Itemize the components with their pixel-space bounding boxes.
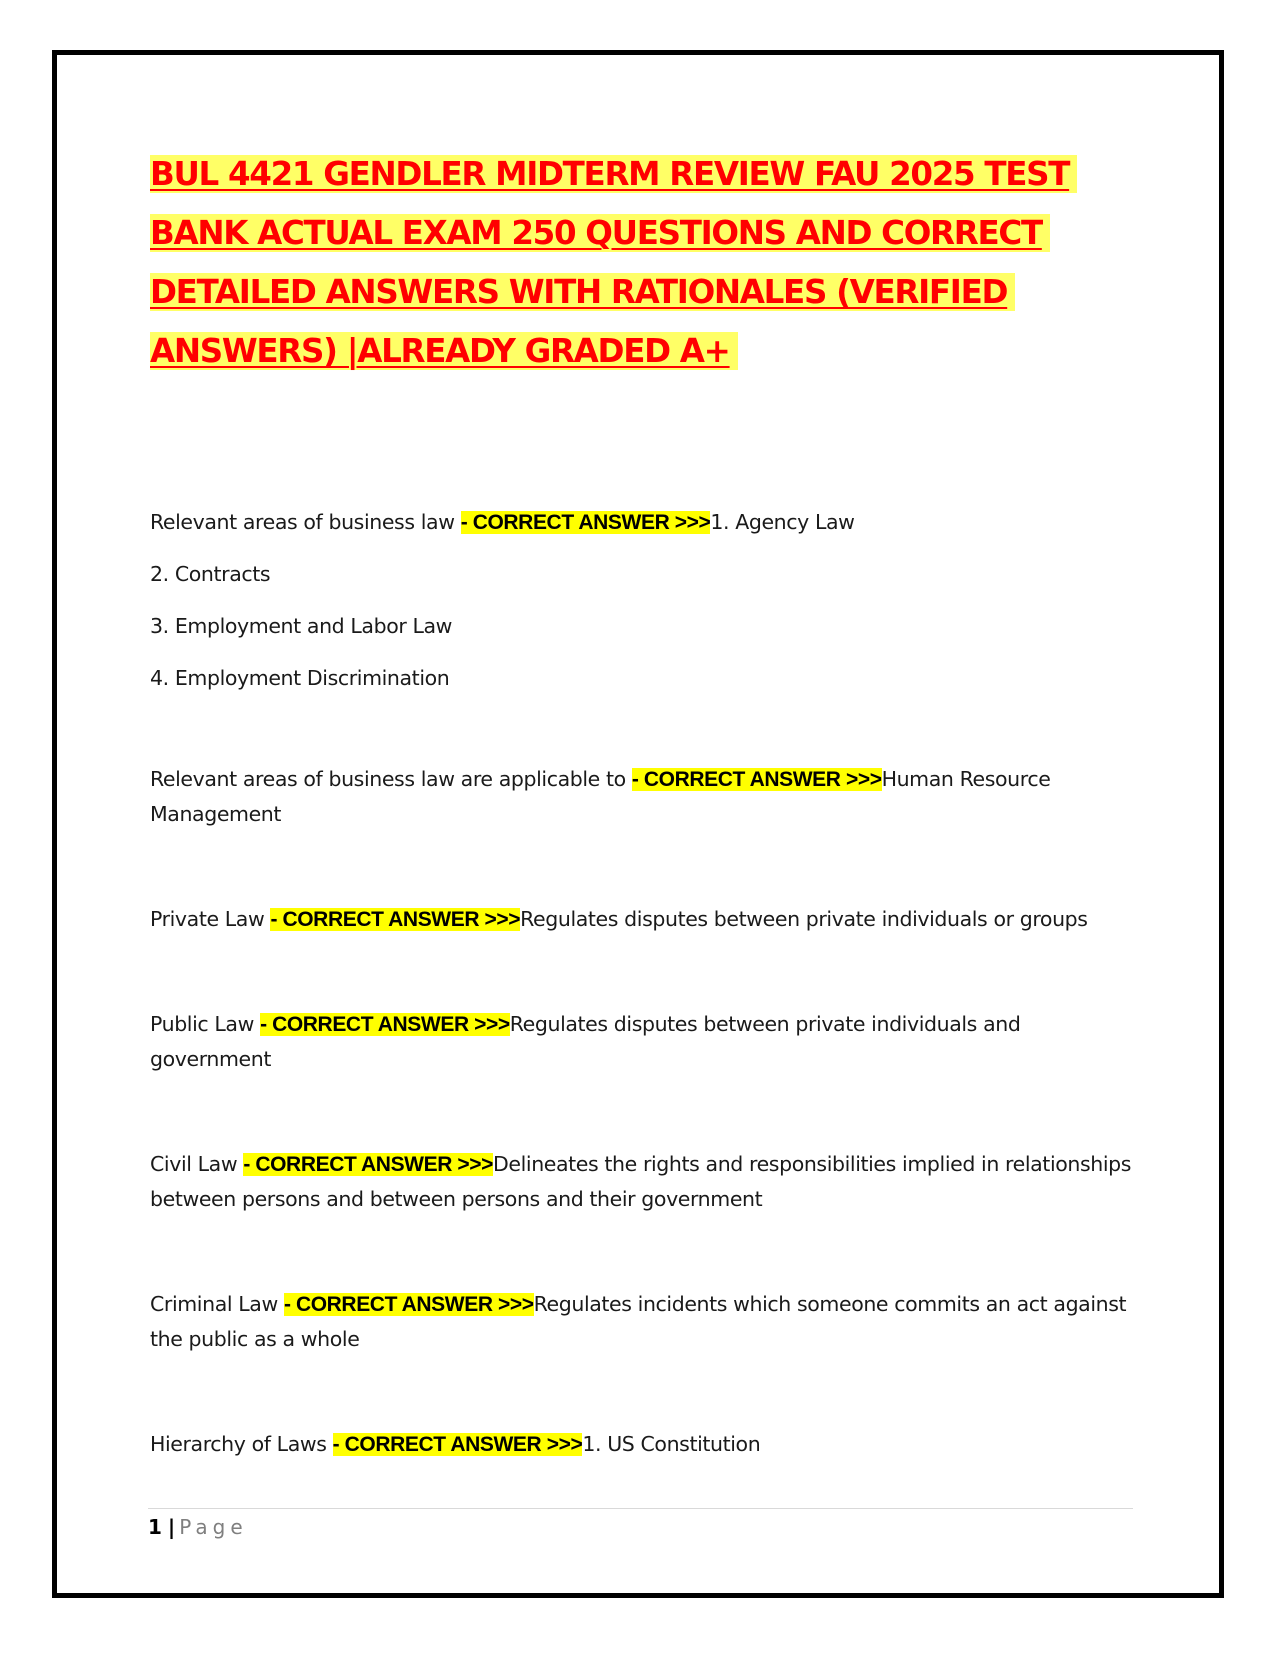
question-text: Relevant areas of business law xyxy=(150,510,461,534)
title-line: ANSWERS) |ALREADY GRADED A+ xyxy=(150,332,738,370)
answer-continuation: 2. Contracts xyxy=(150,562,271,586)
correct-answer-marker: - CORRECT ANSWER >>> xyxy=(270,908,521,931)
qa-list xyxy=(150,505,1135,1462)
correct-answer-marker: - CORRECT ANSWER >>> xyxy=(332,1433,583,1456)
document-title xyxy=(150,145,1135,381)
page-footer xyxy=(148,1508,1133,1539)
qa-item xyxy=(150,902,1135,937)
answer-continuation: 3. Employment and Labor Law xyxy=(150,614,453,638)
answer-text: Human Resource Management xyxy=(150,767,1051,826)
answer-text: Regulates incidents which someone commits an act against the public as a whole xyxy=(150,1292,1127,1351)
qa-item xyxy=(150,505,1135,540)
correct-answer-marker: - CORRECT ANSWER >>> xyxy=(243,1153,493,1176)
correct-answer-marker: - CORRECT ANSWER >>> xyxy=(260,1013,510,1036)
answer-text: Regulates disputes between private individuals and government xyxy=(150,1012,1021,1071)
answer-continuation: 4. Employment Discrimination xyxy=(150,666,450,690)
answer-text: Delineates the rights and responsibilities implied in relationships between persons and between persons and their government xyxy=(150,1152,1132,1211)
correct-answer-marker: - CORRECT ANSWER >>> xyxy=(631,768,882,791)
answer-text: 1. Agency Law xyxy=(710,510,855,534)
page-label: Page xyxy=(179,1515,248,1539)
qa-item xyxy=(150,1427,1135,1462)
answer-text: 1. US Constitution xyxy=(582,1432,761,1456)
question-text: Public Law xyxy=(150,1012,261,1036)
qa-item xyxy=(150,762,1135,832)
title-line: DETAILED ANSWERS WITH RATIONALES (VERIFIED xyxy=(150,273,1015,311)
qa-item xyxy=(150,1287,1135,1357)
title-line: BUL 4421 GENDLER MIDTERM REVIEW FAU 2025 TEST xyxy=(150,155,1077,193)
qa-item xyxy=(150,1007,1135,1077)
answer-text: Regulates disputes between private individuals or groups xyxy=(520,907,1088,931)
footer-separator: | xyxy=(167,1515,176,1539)
question-text: Hierarchy of Laws xyxy=(150,1432,333,1456)
page-number: 1 xyxy=(148,1515,162,1539)
question-text: Civil Law xyxy=(150,1152,244,1176)
title-line: BANK ACTUAL EXAM 250 QUESTIONS AND CORRECT xyxy=(150,214,1050,252)
question-text: Private Law xyxy=(150,907,271,931)
correct-answer-marker: - CORRECT ANSWER >>> xyxy=(283,1293,534,1316)
page-content xyxy=(150,145,1135,1456)
question-text: Criminal Law xyxy=(150,1292,284,1316)
question-text: Relevant areas of business law are applicable to xyxy=(150,767,632,791)
qa-item xyxy=(150,1147,1135,1217)
correct-answer-marker: - CORRECT ANSWER >>> xyxy=(460,511,711,534)
